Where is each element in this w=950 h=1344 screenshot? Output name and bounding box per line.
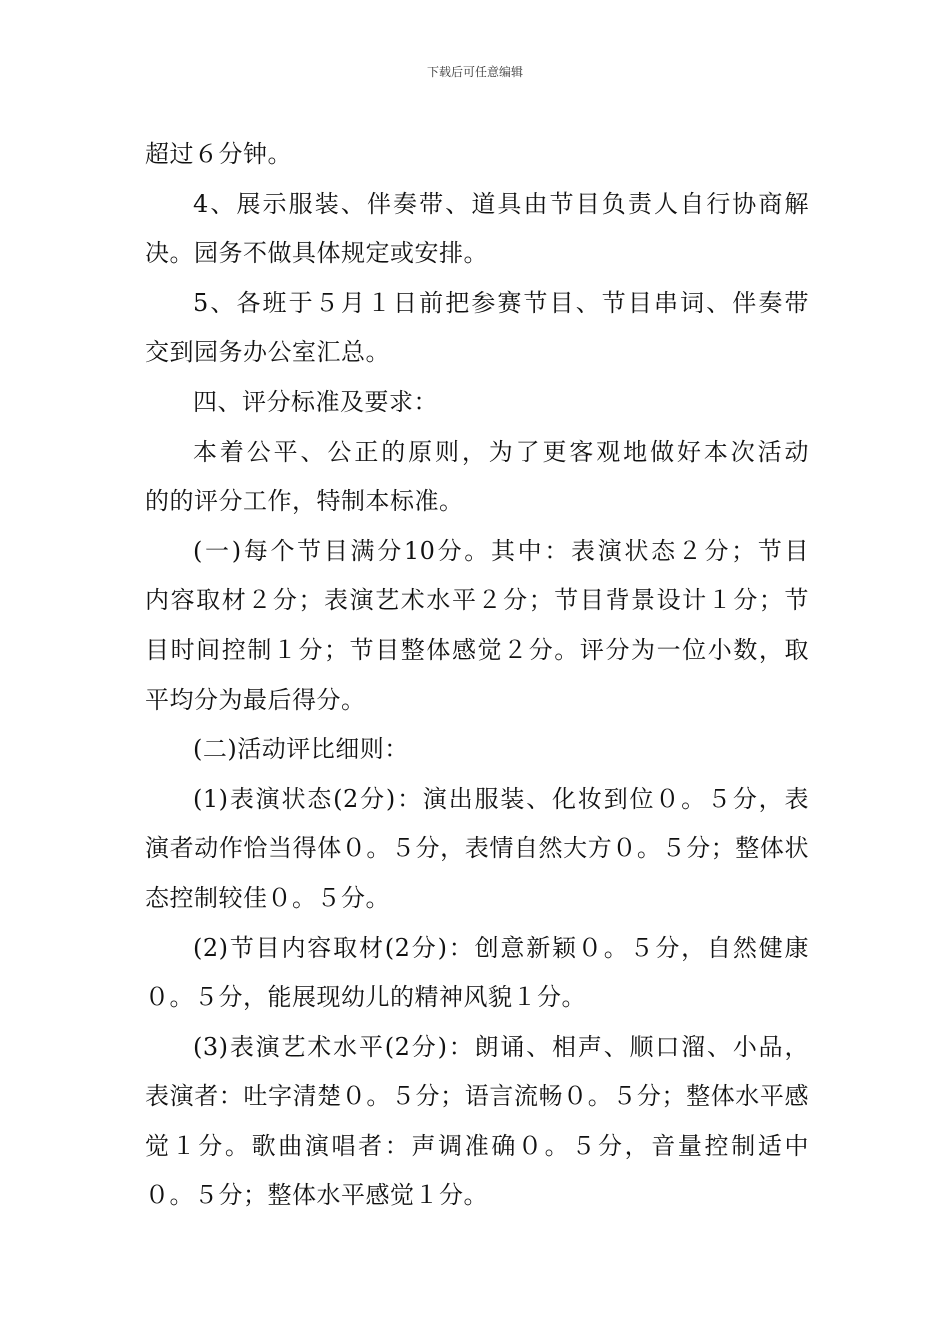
subsection-heading-details bbox=[145, 725, 809, 775]
paragraph-criterion-3 bbox=[145, 1023, 809, 1221]
paragraph-rule-5 bbox=[145, 279, 809, 378]
text-line: 超过６分钟。 bbox=[145, 140, 292, 168]
text-line: 决。园务不做具体规定或安排。 bbox=[145, 239, 488, 268]
text-line: 四、评分标准及要求： bbox=[193, 387, 438, 416]
paragraph-criterion-2 bbox=[145, 924, 809, 1023]
page-header: 下载后可任意编辑 bbox=[426, 65, 523, 79]
text-line: 交到园务办公室汇总。 bbox=[145, 338, 390, 367]
paragraph-time-limit bbox=[145, 130, 809, 180]
paragraph-principle bbox=[145, 428, 809, 527]
text-line: 内容取材２分；表演艺术水平２分；节目背景设计１分；节 bbox=[145, 586, 809, 615]
paragraph-full-score bbox=[145, 527, 809, 725]
text-line: (3)表演艺术水平(2分)：朗诵、相声、顺口溜、小品， bbox=[193, 1032, 809, 1061]
text-line: 4、展示服装、伴奏带、道具由节目负责人自行协商解 bbox=[193, 189, 809, 218]
text-line: (1)表演状态(2分)：演出服装、化妆到位０。５分，表 bbox=[193, 784, 809, 813]
text-line: 态控制较佳０。５分。 bbox=[145, 883, 390, 912]
text-line: (2)节目内容取材(2分)：创意新颖０。５分，自然健康 bbox=[193, 933, 809, 962]
text-line: 表演者：吐字清楚０。５分；语言流畅０。５分；整体水平感 bbox=[145, 1082, 809, 1111]
text-line: 的的评分工作，特制本标准。 bbox=[145, 487, 464, 516]
text-line: 演者动作恰当得体０。５分，表情自然大方０。５分；整体状 bbox=[145, 834, 809, 863]
text-line: 觉１分。歌曲演唱者：声调准确０。５分，音量控制适中 bbox=[145, 1131, 809, 1160]
text-line: (一)每个节目满分10分。其中：表演状态２分；节目 bbox=[193, 536, 809, 565]
document-body bbox=[145, 130, 809, 1221]
text-line: ０。５分，能展现幼儿的精神风貌１分。 bbox=[145, 983, 586, 1012]
paragraph-criterion-1 bbox=[145, 775, 809, 924]
text-line: (二)活动评比细则： bbox=[193, 735, 409, 764]
text-line: 目时间控制１分；节目整体感觉２分。评分为一位小数，取 bbox=[145, 635, 809, 664]
section-heading-scoring bbox=[145, 378, 809, 428]
text-line: 平均分为最后得分。 bbox=[145, 685, 366, 714]
text-line: 本着公平、公正的原则，为了更客观地做好本次活动 bbox=[193, 437, 809, 466]
text-line: 5、各班于５月１日前把参赛节目、节目串词、伴奏带 bbox=[193, 288, 809, 317]
text-line: ０。５分；整体水平感觉１分。 bbox=[145, 1181, 488, 1210]
paragraph-rule-4 bbox=[145, 180, 809, 279]
